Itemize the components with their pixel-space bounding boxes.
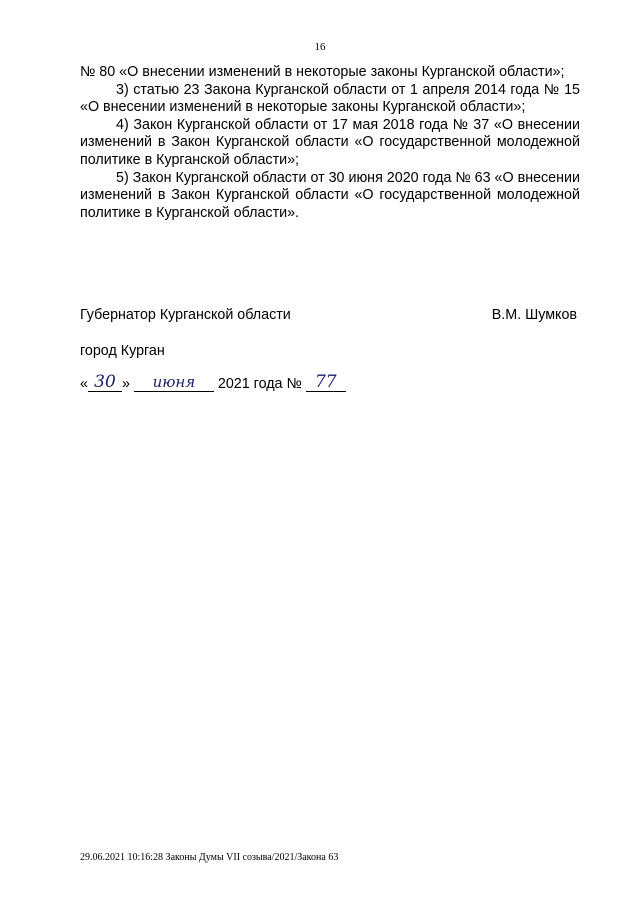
signatory-name: В.М. Шумков [491, 307, 577, 323]
paragraph-continuation: № 80 «О внесении изменений в некоторые законы Курганской области»; [80, 64, 565, 80]
handwritten-month: июня [134, 373, 214, 392]
date-year-text: 2021 года № [217, 376, 302, 392]
page-number: 16 [314, 41, 326, 53]
city-line: город Курган [80, 343, 165, 359]
paragraph-item-5: 5) Закон Курганской области от 30 июня 2020 года № 63 «О внесении изменений в Закон Курганской области «О государственной молодежной политике в Курганской области». [80, 169, 581, 221]
date-line [80, 373, 346, 392]
document-body [80, 64, 580, 222]
paragraph-item-3: 3) статью 23 Закона Курганской области от 1 апреля 2014 года № 15 «О внесении изменений в некоторые законы Курганской области»; [80, 81, 580, 116]
handwritten-law-number: 77 [306, 373, 346, 392]
document-footer: 29.06.2021 10:16:28 Законы Думы VII созыва/2021/Закона 63 [80, 852, 339, 863]
date-close-quote: » [121, 376, 130, 392]
paragraph-item-4: 4) Закон Курганской области от 17 мая 2018 года № 37 «О внесении изменений в Закон Курганской области «О государственной молодежной политике в Курганской области»; [80, 116, 580, 168]
signatory-position: Губернатор Курганской области [80, 307, 291, 323]
signature-block [80, 307, 577, 323]
date-open-quote: « [80, 376, 88, 392]
handwritten-day: 30 [88, 373, 122, 392]
